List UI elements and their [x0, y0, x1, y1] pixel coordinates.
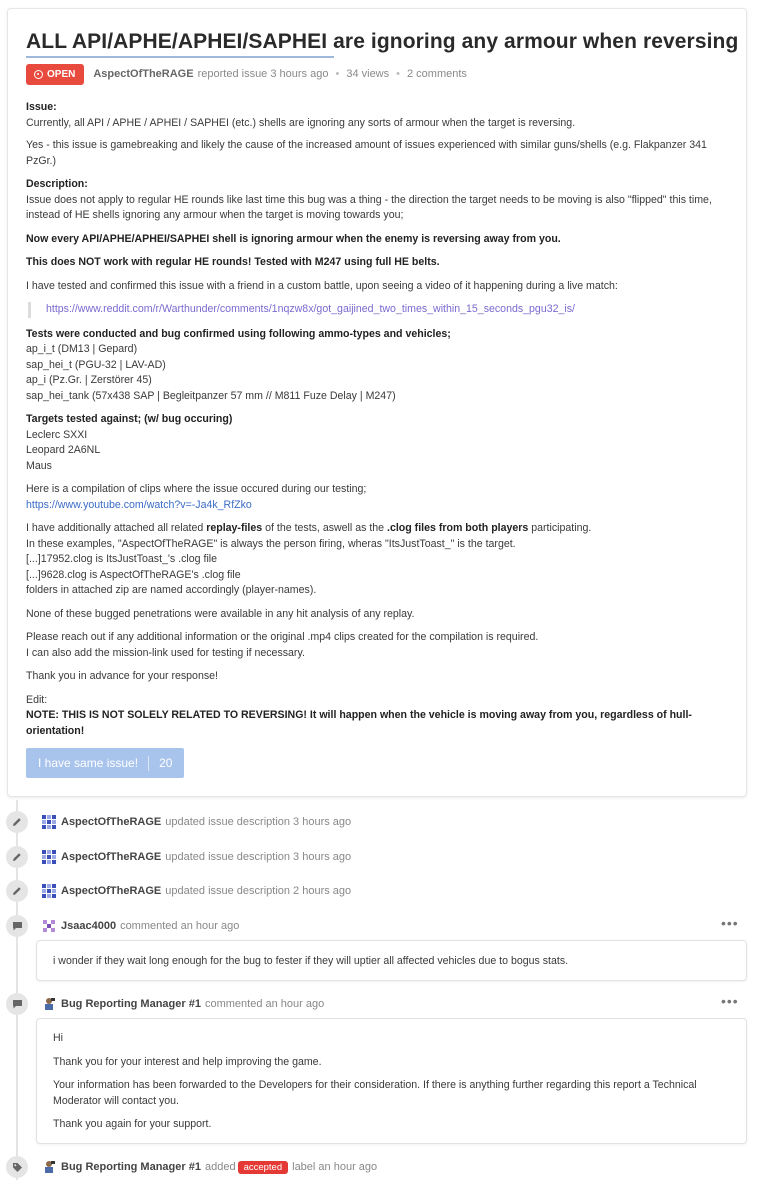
hit-analysis-paragraph: None of these bugged penetrations were available in any hit analysis of any replay.: [26, 607, 415, 620]
tag-icon: [6, 1156, 28, 1178]
report-action: reported issue 3 hours ago: [197, 68, 329, 80]
issue-meta: [26, 63, 728, 85]
tests-section: Tests were conducted and bug confirmed using following ammo-types and vehicles; ap_i_t (DM13 | Gepard) sap_hei_t (PGU-32 | LAV-AD) ap_i (Pz.Gr. | Zerstörer 45) sap_hei_tank (57x438 SAP | Begleitpanzer 57 mm // M811 Fuze Delay | M247): [26, 327, 451, 402]
author-link[interactable]: AspectOfTheRAGE: [93, 68, 194, 80]
tested-paragraph: I have tested and confirmed this issue with a friend in a custom battle, upon seeing a video of it happening during a live match:: [26, 279, 618, 292]
timeline-event: Bug Reporting Manager #1 added accepted label an hour ago: [42, 1159, 377, 1175]
youtube-link[interactable]: https://www.youtube.com/watch?v=-Ja4k_RfZko: [26, 498, 252, 511]
title-underline: [26, 56, 334, 58]
ammo-item: ap_i (Pz.Gr. | Zerstörer 45): [26, 374, 152, 386]
timeline-event: AspectOfTheRAGE updated issue description 2 hours ago: [42, 883, 351, 899]
comment-icon: [6, 915, 28, 937]
pencil-icon: [6, 846, 28, 868]
avatar: [42, 815, 56, 829]
issue-title: ALL API/APHE/APHEI/SAPHEI are ignoring any armour when reversing: [26, 30, 739, 53]
bold-statement: This does NOT work with regular HE rounds! Tested with M247 using full HE belts.: [26, 256, 440, 268]
views-count: 34 views: [346, 68, 390, 80]
same-issue-label: I have same issue!: [26, 756, 149, 771]
comment-icon: [6, 993, 28, 1015]
meta-separator: •: [335, 68, 340, 80]
timeline-event: AspectOfTheRAGE updated issue description 3 hours ago: [42, 814, 351, 830]
targets-section: Targets tested against; (w/ bug occuring) Leclerc SXXI Leopard 2A6NL Maus: [26, 413, 233, 472]
more-options-icon[interactable]: •••: [721, 915, 739, 931]
status-badge: OPEN: [26, 64, 84, 85]
same-issue-count: 20: [159, 756, 173, 770]
more-options-icon[interactable]: •••: [721, 993, 739, 1009]
comment-body: Hi Thank you for your interest and help improving the game. Your information has been forwarded to the Developers for their consideration. If there is anything further regarding this report a Technical Moderator will contact you. Thank you again for your support.: [36, 1018, 747, 1144]
user-link[interactable]: AspectOfTheRAGE: [61, 851, 162, 863]
edit-section: Edit: NOTE: THIS IS NOT SOLELY RELATED TO REVERSING! It will happen when the vehicle is moving away from you, regardless of hull-orientation!: [26, 693, 692, 737]
avatar: [42, 850, 56, 864]
issue-card: [7, 8, 747, 797]
gamebreaking-paragraph: Yes - this issue is gamebreaking and likely the cause of the increased amount of issues experienced with similar guns/shells (e.g. Flakpanzer 341 PzGr.): [26, 139, 707, 167]
pencil-icon: [6, 811, 28, 833]
issue-body: [26, 100, 728, 739]
avatar: [42, 919, 56, 933]
timeline-event: AspectOfTheRAGE updated issue description 3 hours ago: [42, 849, 351, 865]
ammo-item: ap_i_t (DM13 | Gepard): [26, 343, 138, 355]
compilation-section: Here is a compilation of clips where the issue occured during our testing; https://www.youtube.com/watch?v=-Ja4k_RfZko: [26, 483, 367, 511]
target-item: Maus: [26, 459, 52, 472]
ammo-item: sap_hei_t (PGU-32 | LAV-AD): [26, 358, 166, 371]
reach-out-section: Please reach out if any additional information or the original .mp4 clips created for the compilation is required. I can also add the mission-link used for testing if necessary.: [26, 631, 539, 659]
target-item: Leclerc SXXI: [26, 428, 88, 441]
quote-block: [28, 302, 728, 318]
avatar: [42, 884, 56, 898]
comment-header: Bug Reporting Manager #1 commented an hour ago: [42, 996, 324, 1012]
meta-separator: •: [396, 68, 400, 80]
avatar: [42, 997, 56, 1011]
user-link[interactable]: Bug Reporting Manager #1: [61, 998, 201, 1010]
user-link[interactable]: Bug Reporting Manager #1: [61, 1161, 201, 1173]
user-link[interactable]: AspectOfTheRAGE: [61, 885, 162, 897]
same-issue-button[interactable]: [26, 748, 184, 778]
user-link[interactable]: Jsaac4000: [61, 920, 117, 932]
target-item: Leopard 2A6NL: [26, 444, 101, 456]
description-section: Description: Issue does not apply to regular HE rounds like last time this bug was a thing - the direction the target needs to be moving is also "flipped" this time, instead of HE shells ignoring any armour when the target is moving towards you;: [26, 178, 712, 221]
attachments-section: I have additionally attached all related replay-files of the tests, aswell as the .clog files from both players participating. In these examples, "AspectOfTheRAGE" is always the person firing, wheras "ItsJustToast_" is the target. [...]17952.clog is ItsJustToast_'s .clog file [...]9628.clog is AspectOfTheRAGE's .clog file folders in attached zip are named accordingly (player-names).: [26, 522, 592, 596]
issue-section: Issue: Currently, all API / APHE / APHEI / SAPHEI (etc.) shells are ignoring any sorts of armour when the target is reversing.: [26, 101, 576, 129]
accepted-label-badge[interactable]: accepted: [238, 1161, 289, 1174]
bold-statement: Now every API/APHE/APHEI/SAPHEI shell is ignoring armour when the enemy is reversing away from you.: [26, 232, 561, 245]
comments-count: 2 comments: [406, 68, 467, 80]
thanks-paragraph: Thank you in advance for your response!: [26, 670, 218, 682]
avatar: [42, 1160, 56, 1174]
comment-header: Jsaac4000 commented an hour ago: [42, 918, 239, 934]
user-link[interactable]: AspectOfTheRAGE: [61, 816, 162, 828]
comment-body: i wonder if they wait long enough for the bug to fester if they will uptier all affected vehicles due to bogus stats.: [36, 940, 747, 981]
reddit-link[interactable]: https://www.reddit.com/r/Warthunder/comments/1nqzw8x/got_gaijined_two_times_within_15_seconds_pgu32_is/: [46, 303, 575, 315]
bug-icon: [34, 70, 43, 79]
pencil-icon: [6, 880, 28, 902]
ammo-item: sap_hei_tank (57x438 SAP | Begleitpanzer 57 mm // M811 Fuze Delay | M247): [26, 389, 396, 402]
